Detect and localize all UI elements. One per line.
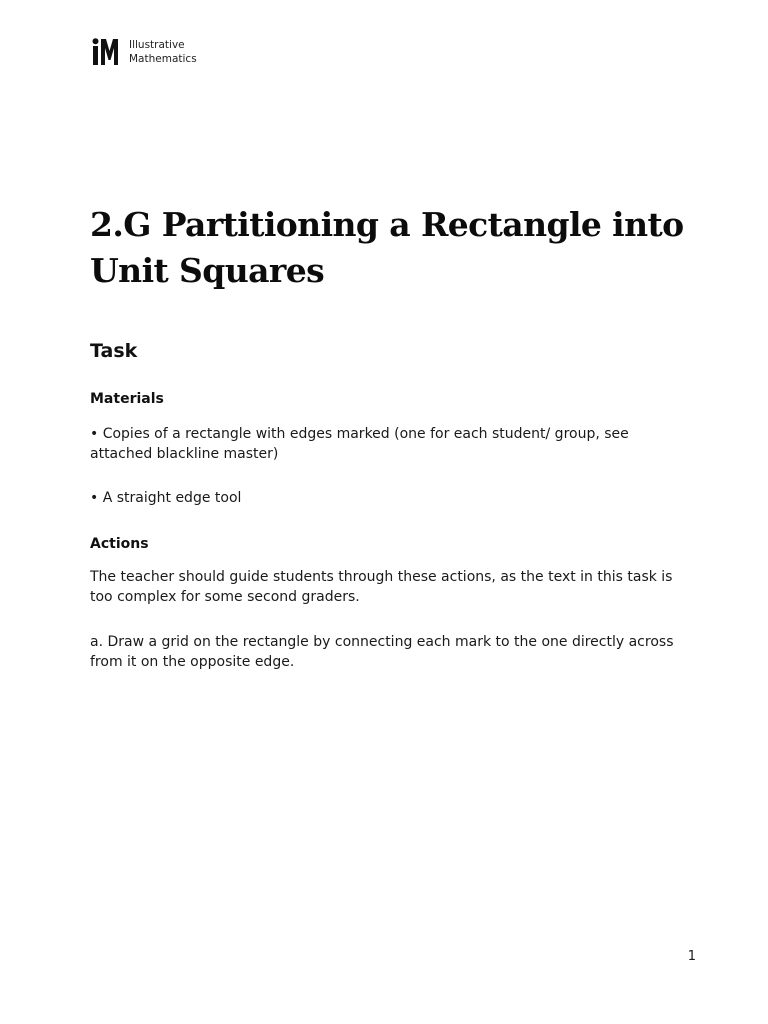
document-title: 2.G Partitioning a Rectangle into Unit Squares	[90, 205, 684, 290]
materials-item-1: • Copies of a rectangle with edges marked (one for each student/ group, see attached blackline master)	[90, 426, 629, 462]
im-logo-icon	[92, 38, 126, 66]
action-a: a. Draw a grid on the rectangle by connecting each mark to the one directly across from it on the opposite edge.	[90, 634, 674, 670]
actions-heading: Actions	[90, 536, 149, 552]
materials-item-2: • A straight edge tool	[90, 490, 242, 506]
actions-intro: The teacher should guide students through these actions, as the text in this task is too complex for some second graders.	[90, 569, 673, 605]
materials-heading: Materials	[90, 391, 164, 407]
page-number: 1	[687, 949, 696, 964]
logo	[92, 38, 197, 66]
section-heading-task: Task	[90, 340, 138, 362]
logo-line-1: Illustrative	[129, 39, 185, 51]
logo-text	[129, 38, 197, 66]
logo-line-2: Mathematics	[129, 53, 197, 65]
